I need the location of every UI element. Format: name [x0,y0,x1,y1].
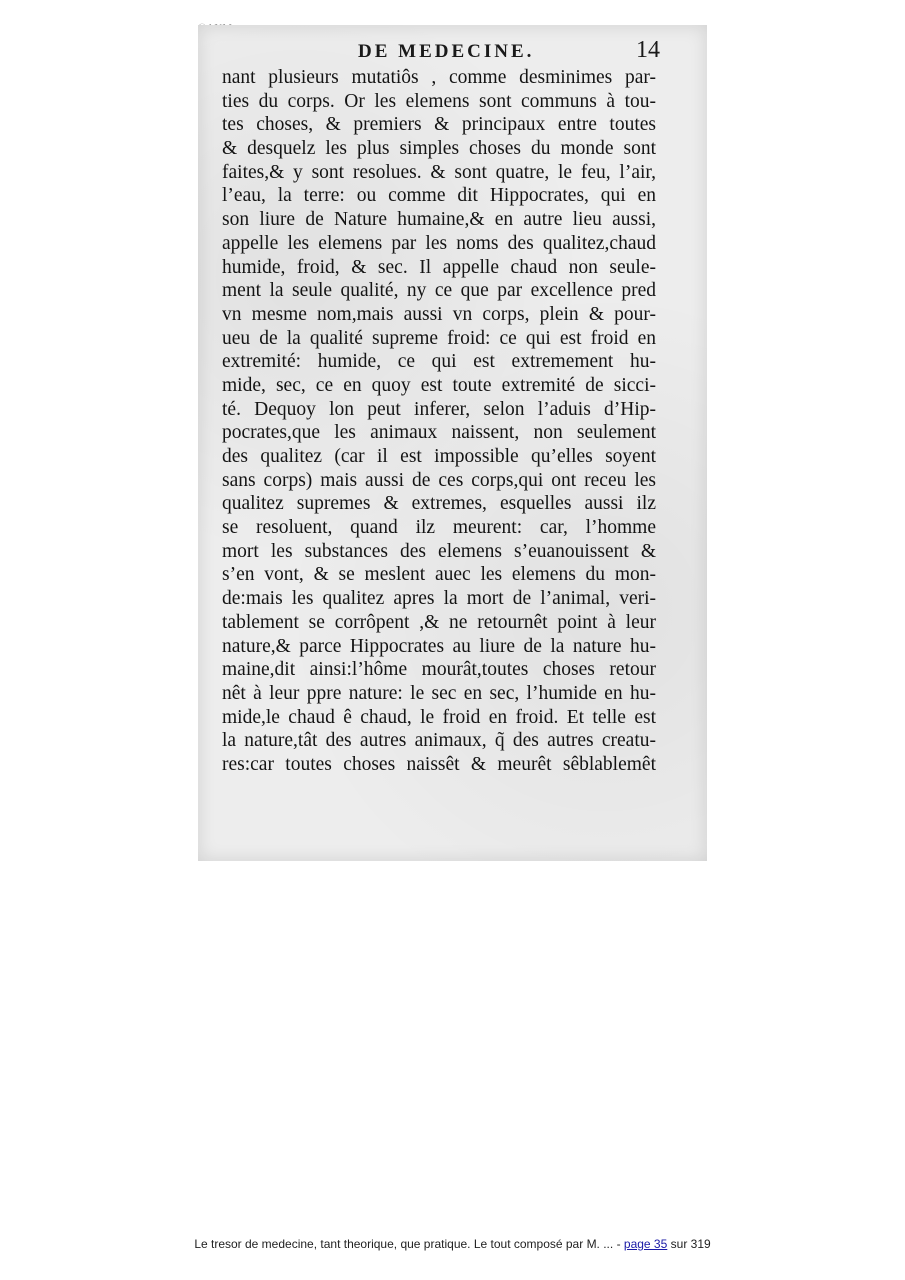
text-line: res:car toutes choses naissêt & meurêt sêblablemêt [222,753,656,775]
text-line: ueu de la qualité supreme froid: ce qui est froid en [222,327,656,349]
text-line: maine,dit ainsi:l’hôme mourât,toutes choses retour [222,659,656,681]
text-line: extremité: humide, ce qui est extremement hu- [222,351,656,373]
text-line: nêt à leur ppre nature: le sec en sec, l’humide en hu- [222,682,656,704]
text-line: se resoluent, quand ilz meurent: car, l’homme [222,517,656,539]
text-line: faites,& y sont resolues. & sont quatre, le feu, l’air, [222,161,656,183]
running-title: DE MEDECINE. [358,41,535,62]
footer-suffix: sur 319 [670,1237,711,1251]
text-line: té. Dequoy lon peut inferer, selon l’aduis d’Hip- [222,398,656,420]
text-line: humide, froid, & sec. Il appelle chaud non seule- [222,256,656,278]
text-line: qualitez supremes & extremes, esquelles aussi ilz [222,493,656,515]
scanned-page [198,25,707,861]
text-line: pocrates,que les animaux naissent, non seulement [222,422,656,444]
text-line: s’en vont, & se meslent auec les elemens du mon- [222,564,656,586]
footer-caption [0,1237,905,1251]
text-line: son liure de Nature humaine,& en autre lieu aussi, [222,209,656,231]
text-line: nature,& parce Hippocrates au liure de la nature hu- [222,635,656,657]
text-line: appelle les elemens par les noms des qualitez,chaud [222,232,656,254]
text-line: mort les substances des elemens s’euanouissent & [222,540,656,562]
text-line: tablement se corrôpent ,& ne retournêt point à leur [222,611,656,633]
footer-text: Le tresor de medecine, tant theorique, que pratique. Le tout composé par M. ... - [194,1237,621,1251]
text-line: mide, sec, ce en quoy est toute extremité de sicci- [222,374,656,396]
text-line: vn mesme nom,mais aussi vn corps, plein & pour- [222,303,656,325]
text-line: mide,le chaud ê chaud, le froid en froid. Et telle est [222,706,656,728]
page-link[interactable]: page 35 [623,1237,668,1251]
text-line: & desquelz les plus simples choses du monde sont [222,138,656,160]
text-line: des qualitez (car il est impossible qu’elles soyent [222,446,656,467]
body-text [222,66,656,777]
text-line: ties du corps. Or les elemens sont communs à tou- [222,90,656,112]
text-line: l’eau, la terre: ou comme dit Hippocrates, qui en [222,185,656,207]
text-line: ment la seule qualité, ny ce que par excellence pred [222,280,656,302]
text-line: de:mais les qualitez apres la mort de l’animal, veri- [222,588,656,610]
running-head [198,37,707,67]
text-line: sans corps) mais aussi de ces corps,qui ont receu les [222,469,656,491]
text-line: la nature,tât des autres animaux, q̃ des autres creatu- [222,730,656,752]
text-line: nant plusieurs mutatiôs , comme desminimes par- [222,67,656,88]
text-line: tes choses, & premiers & principaux entre toutes [222,114,656,136]
page-number: 14 [636,37,660,63]
